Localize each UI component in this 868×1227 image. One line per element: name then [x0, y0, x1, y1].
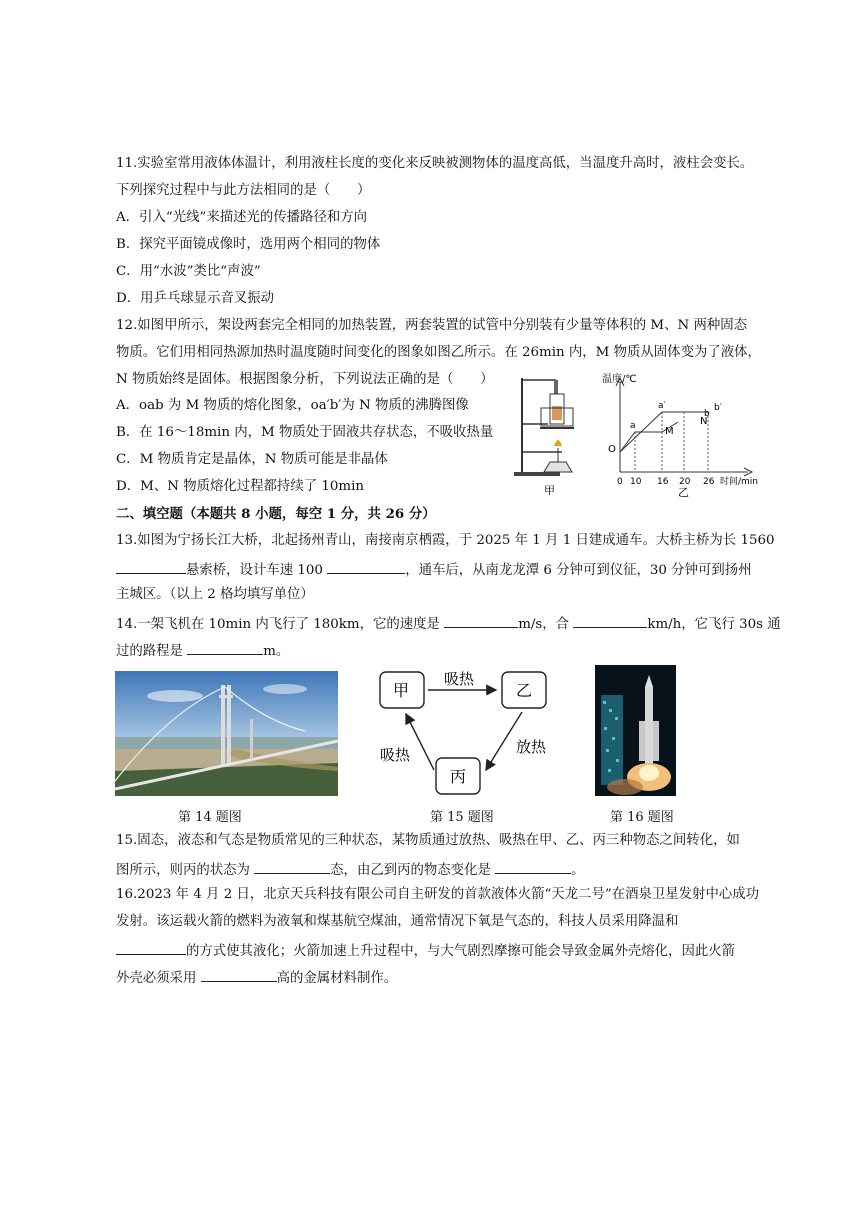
q13-line2-text: 悬索桥，设计车速 100 [186, 563, 323, 578]
graph-point-b-prime: b′ [714, 403, 722, 413]
figure-15-caption: 第 15 题图 [430, 810, 494, 825]
q15-line2-c: 。 [571, 863, 585, 878]
graph-point-a-prime: a′ [658, 401, 666, 411]
q15-blank-2[interactable] [495, 860, 571, 874]
state-bing: 丙 [450, 767, 467, 786]
graph-x-tick-10: 10 [630, 477, 642, 487]
graph-x-tick-20: 20 [679, 477, 691, 487]
q12-option-c: C．M 物质肯定是晶体，N 物质可能是非晶体 [116, 452, 388, 467]
graph-sub-label: 乙 [678, 486, 689, 499]
q11-stem-line2: 下列探究过程中与此方法相同的是（ ） [116, 183, 371, 198]
q15-line2-b: 态，由乙到丙的物态变化是 [330, 863, 491, 878]
state-yi: 乙 [516, 681, 533, 700]
q12-stem-line2: 物质。它们用相同热源加热时温度随时间变化的图象如图乙所示。在 26min 内，M 物质从固体变为了液体， [116, 345, 761, 360]
graph-x-tick-26: 26 [703, 477, 715, 487]
q15-line1: 15.固态，液态和气态是物质常见的三种状态，某物质通过放热、吸热在甲、乙、丙三种物态之间转化，如 [116, 833, 740, 848]
graph-x-tick-16: 16 [657, 477, 669, 487]
arrow-label-absorb-top: 吸热 [444, 670, 475, 688]
heating-apparatus-figure [510, 372, 602, 498]
q13-line2-end: ，通车后，从南龙龙潭 6 分钟可到仪征，30 分钟可到扬州 [405, 563, 752, 578]
q12-option-d: D．M、N 物质熔化过程都持续了 10min [116, 479, 365, 494]
q13-blank-1[interactable] [116, 560, 186, 574]
graph-x-tick-0: 0 [617, 477, 623, 487]
q14-line1-a: 14.一架飞机在 10min 内飞行了 180km，它的速度是 [116, 617, 440, 632]
q14-line1-c: km/h，它飞行 30s 通 [647, 617, 781, 632]
graph-origin-label: O [608, 444, 616, 455]
graph-y-label: 温度/℃ [602, 374, 637, 385]
figure-16-caption: 第 16 题图 [610, 810, 674, 825]
q16-line1: 16.2023 年 4 月 2 日，北京天兵科技有限公司自主研发的首款液体火箭“天龙二号”在酒泉卫星发射中心成功 [116, 887, 760, 902]
q15-blank-1[interactable] [254, 860, 330, 874]
q16-line4-b: 高的金属材料制作。 [276, 971, 398, 986]
q12-option-b: B．在 16～18min 内，M 物质处于固液共存状态，不吸收热量 [116, 425, 494, 440]
q11-option-c: C．用“水波”类比“声波” [116, 264, 261, 279]
q15-line2 [116, 860, 585, 879]
q16-line4-a: 外壳必须采用 [116, 971, 197, 986]
q13-line2 [116, 560, 752, 579]
q11-stem-line1: 11.实验室常用液体体温计，利用液柱长度的变化来反映被测物体的温度高低，当温度升高时，液柱会变长。 [116, 156, 754, 171]
q16-line4 [116, 968, 397, 987]
q11-option-d: D．用乒乓球显示音叉振动 [116, 291, 275, 306]
graph-point-b: b [704, 409, 710, 419]
q16-blank-1[interactable] [116, 941, 186, 955]
graph-curve-n-label: N [700, 416, 708, 427]
q14-line1-b: m/s，合 [518, 617, 570, 632]
q11-option-a: A．引入“光线”来描述光的传播路径和方向 [116, 210, 368, 225]
bridge-photo [115, 671, 338, 796]
q14-line2-a: 过的路程是 [116, 644, 183, 659]
q16-line3 [116, 941, 735, 960]
q14-blank-3[interactable] [187, 641, 263, 655]
q14-blank-1[interactable] [444, 614, 518, 628]
graph-point-a: a [630, 421, 636, 431]
figure-14-caption: 第 14 题图 [178, 810, 242, 825]
q16-blank-2[interactable] [201, 968, 277, 982]
rocket-launch-photo [595, 665, 676, 796]
q13-line3: 主城区。（以上 2 格均填写单位） [116, 587, 314, 602]
q11-option-b: B．探究平面镜成像时，选用两个相同的物体 [116, 237, 381, 252]
arrow-label-release: 放热 [516, 738, 547, 756]
q12-stem-line1: 12.如图甲所示，架设两套完全相同的加热装置，两套装置的试管中分别装有少量等体积的 M、N 两种固态 [116, 318, 748, 333]
state-jia: 甲 [393, 681, 410, 700]
section2-title: 二、填空题（本题共 8 小题，每空 1 分，共 26 分） [116, 506, 436, 522]
q13-blank-2[interactable] [327, 560, 405, 574]
graph-x-label: 时间/min [720, 477, 759, 487]
q14-line2 [116, 641, 289, 660]
arrow-label-absorb-left: 吸热 [380, 746, 411, 764]
phase-change-cycle-diagram [368, 664, 568, 804]
q14-blank-2[interactable] [573, 614, 647, 628]
q16-line2: 发射。该运载火箭的燃料为液氧和煤基航空煤油，通常情况下氧是气态的，科技人员采用降温和 [116, 914, 679, 929]
q14-line2-b: m。 [263, 644, 290, 659]
q15-line2-a: 图所示，则丙的状态为 [116, 863, 250, 878]
graph-curve-m-label: M [665, 426, 674, 437]
q12-option-a: A．oab 为 M 物质的熔化图象，oa′b′为 N 物质的沸腾图像 [116, 398, 469, 413]
q12-stem-line3: N 物质始终是固体。根据图象分析，下列说法正确的是（ ） [116, 372, 494, 387]
q16-line3-b: 的方式使其液化；火箭加速上升过程中，与大气剧烈摩擦可能会导致金属外壳熔化，因此火箭 [186, 944, 736, 959]
q13-line1: 13.如图为宁扬长江大桥，北起扬州青山，南接南京栖霞，于 2025 年 1 月 1 日建成通车。大桥主桥为长 1560 [116, 533, 775, 548]
temperature-time-graph [598, 372, 764, 500]
figure-jia-label: 甲 [544, 484, 555, 497]
q14-line1 [116, 614, 781, 633]
